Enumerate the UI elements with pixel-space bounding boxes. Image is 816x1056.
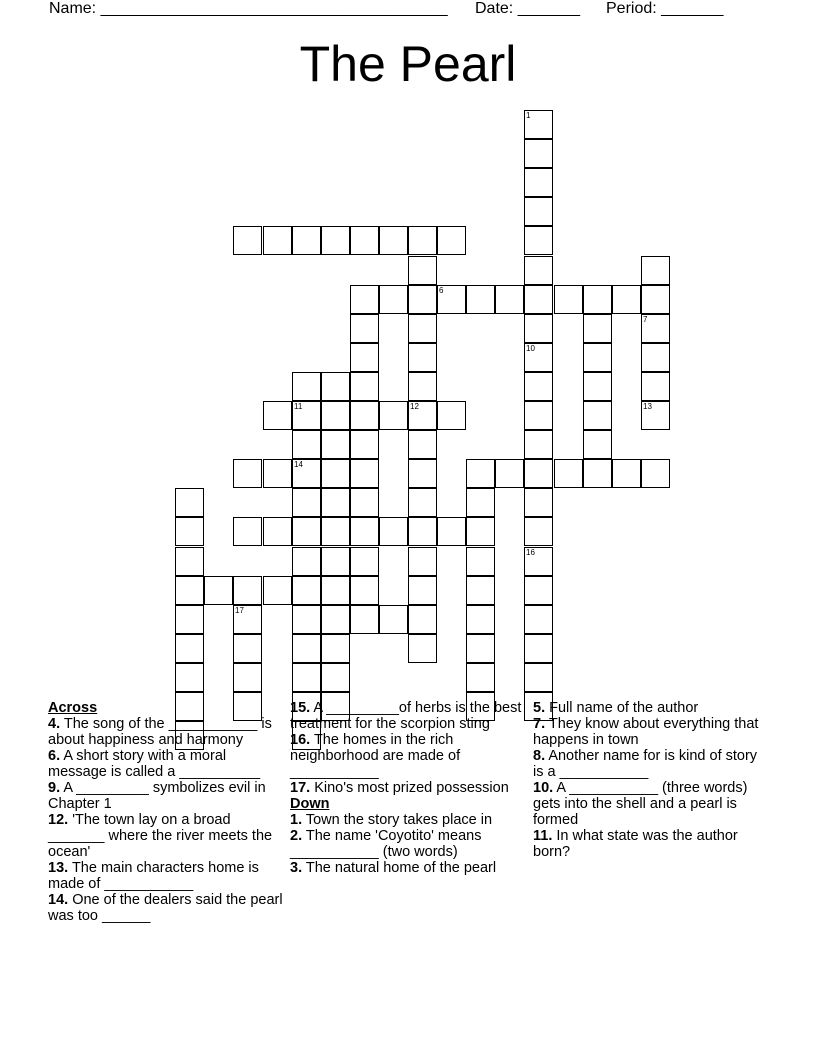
grid-cell[interactable]	[524, 197, 553, 226]
grid-cell[interactable]	[321, 226, 350, 255]
clue-item-text: The name 'Coyotito' means ___________ (two words)	[290, 828, 482, 860]
grid-cell[interactable]	[641, 401, 670, 430]
grid-cell[interactable]	[408, 634, 437, 663]
grid-cell[interactable]	[583, 343, 612, 372]
grid-cell[interactable]	[292, 226, 321, 255]
grid-cell[interactable]	[408, 401, 437, 430]
clue-heading: Down	[290, 796, 330, 812]
grid-cell[interactable]	[321, 663, 350, 692]
grid-cell[interactable]	[524, 343, 553, 372]
grid-cell[interactable]	[350, 605, 379, 634]
grid-cell[interactable]	[524, 256, 553, 285]
grid-cell[interactable]	[321, 459, 350, 488]
grid-cell[interactable]	[321, 634, 350, 663]
clue-item-number: 10.	[533, 780, 554, 796]
clue-column-3	[533, 700, 771, 860]
grid-cell[interactable]	[350, 401, 379, 430]
clue-number: 10	[526, 344, 535, 353]
clue-item-number: 7.	[533, 716, 546, 732]
grid-cell[interactable]	[466, 663, 495, 692]
clue-item-number: 4.	[48, 716, 61, 732]
grid-cell[interactable]	[583, 314, 612, 343]
clue-item	[533, 748, 771, 780]
grid-cell[interactable]	[437, 517, 466, 546]
grid-cell[interactable]	[408, 488, 437, 517]
grid-cell[interactable]	[583, 372, 612, 401]
grid-cell[interactable]	[175, 517, 204, 546]
grid-cell[interactable]	[350, 488, 379, 517]
grid-cell[interactable]	[408, 285, 437, 314]
grid-cell[interactable]	[263, 226, 292, 255]
clue-item-text: The homes in the rich neighborhood are made of ___________	[290, 732, 461, 780]
grid-cell[interactable]	[292, 372, 321, 401]
grid-cell[interactable]	[263, 459, 292, 488]
grid-cell[interactable]	[292, 663, 321, 692]
grid-cell[interactable]	[408, 372, 437, 401]
clue-item-number: 14.	[48, 892, 69, 908]
clue-item-text: Full name of the author	[545, 700, 699, 716]
clue-item-number: 16.	[290, 732, 311, 748]
clue-item-text: They know about everything that happens in town	[533, 716, 759, 748]
clue-item	[290, 812, 528, 828]
clue-item	[48, 812, 286, 860]
clue-item-text: The main characters home is made of ___________	[48, 860, 259, 892]
grid-cell[interactable]	[408, 459, 437, 488]
clue-number: 12	[410, 402, 419, 411]
grid-cell[interactable]	[466, 459, 495, 488]
grid-cell[interactable]	[175, 488, 204, 517]
clue-item-text: Kino's most prized possession	[310, 780, 509, 796]
grid-cell[interactable]	[233, 459, 262, 488]
clue-item-number: 1.	[290, 812, 303, 828]
grid-cell[interactable]	[524, 285, 553, 314]
grid-cell[interactable]	[292, 605, 321, 634]
grid-cell[interactable]	[350, 517, 379, 546]
clue-item-number: 9.	[48, 780, 61, 796]
grid-cell[interactable]	[524, 634, 553, 663]
grid-cell[interactable]	[437, 401, 466, 430]
grid-cell[interactable]	[350, 547, 379, 576]
grid-cell[interactable]	[175, 576, 204, 605]
clue-item-text: The natural home of the pearl	[302, 860, 497, 876]
grid-cell[interactable]	[379, 401, 408, 430]
grid-cell[interactable]	[263, 517, 292, 546]
date-field[interactable]: Date: _______	[475, 0, 580, 17]
grid-cell[interactable]	[408, 343, 437, 372]
grid-cell[interactable]	[466, 517, 495, 546]
grid-cell[interactable]	[379, 285, 408, 314]
grid-cell[interactable]	[292, 488, 321, 517]
grid-cell[interactable]	[292, 430, 321, 459]
grid-cell[interactable]	[583, 430, 612, 459]
grid-cell[interactable]	[350, 285, 379, 314]
grid-cell[interactable]	[350, 576, 379, 605]
grid-cell[interactable]	[408, 430, 437, 459]
clue-number: 11	[294, 402, 303, 411]
grid-cell[interactable]	[321, 547, 350, 576]
grid-cell[interactable]	[583, 401, 612, 430]
grid-cell[interactable]	[350, 459, 379, 488]
clue-item-text: In what state was the author born?	[533, 828, 738, 860]
grid-cell[interactable]	[408, 605, 437, 634]
grid-cell[interactable]	[554, 459, 583, 488]
clue-item-text: Town the story takes place in	[302, 812, 493, 828]
grid-cell[interactable]	[379, 226, 408, 255]
clue-item	[48, 748, 286, 780]
grid-cell[interactable]	[524, 663, 553, 692]
clue-heading: Across	[48, 700, 98, 716]
grid-cell[interactable]	[350, 226, 379, 255]
grid-cell[interactable]	[524, 372, 553, 401]
clue-item-number: 6.	[48, 748, 61, 764]
period-field[interactable]: Period: _______	[606, 0, 724, 17]
grid-cell[interactable]	[233, 605, 262, 634]
clue-item-text: A short story with a moral message is called a __________	[48, 748, 261, 780]
clue-item	[48, 892, 286, 924]
grid-cell[interactable]	[350, 372, 379, 401]
grid-cell[interactable]	[641, 314, 670, 343]
grid-cell[interactable]	[321, 430, 350, 459]
grid-cell[interactable]	[641, 256, 670, 285]
grid-cell[interactable]	[292, 576, 321, 605]
grid-cell[interactable]	[524, 430, 553, 459]
clue-item-text: One of the dealers said the pearl was too ______	[48, 892, 283, 924]
clue-item	[533, 828, 771, 860]
clue-item	[48, 716, 286, 748]
grid-cell[interactable]	[321, 605, 350, 634]
clue-item	[533, 716, 771, 748]
clue-item-number: 12.	[48, 812, 69, 828]
clue-item	[290, 780, 528, 796]
grid-cell[interactable]	[408, 576, 437, 605]
grid-cell[interactable]	[466, 547, 495, 576]
grid-cell[interactable]	[175, 663, 204, 692]
grid-cell[interactable]	[524, 517, 553, 546]
clue-item	[48, 780, 286, 812]
page-title: The Pearl	[299, 36, 517, 92]
grid-cell[interactable]	[408, 547, 437, 576]
clue-item	[290, 860, 528, 876]
grid-cell[interactable]	[408, 226, 437, 255]
grid-cell[interactable]	[350, 314, 379, 343]
name-field[interactable]: Name: _______________________________________	[49, 0, 448, 17]
grid-cell[interactable]	[466, 488, 495, 517]
grid-cell[interactable]	[524, 168, 553, 197]
grid-cell[interactable]	[233, 517, 262, 546]
clue-item-text: A ___________ (three words) gets into the shell and a pearl is formed	[533, 780, 748, 828]
grid-cell[interactable]	[233, 663, 262, 692]
clue-item	[533, 700, 771, 716]
grid-cell[interactable]	[583, 459, 612, 488]
grid-cell[interactable]	[524, 488, 553, 517]
clue-number: 16	[526, 548, 535, 557]
clue-column-2	[290, 700, 528, 876]
clue-item-text: Another name for is kind of story is a ___________	[533, 748, 758, 780]
grid-cell[interactable]	[321, 517, 350, 546]
grid-cell[interactable]	[583, 285, 612, 314]
grid-cell[interactable]	[233, 634, 262, 663]
grid-cell[interactable]	[321, 372, 350, 401]
grid-cell[interactable]	[263, 401, 292, 430]
grid-cell[interactable]	[321, 576, 350, 605]
grid-cell[interactable]	[175, 547, 204, 576]
grid-cell[interactable]	[641, 343, 670, 372]
grid-cell[interactable]	[612, 459, 641, 488]
clue-number: 13	[643, 402, 652, 411]
grid-cell[interactable]	[437, 285, 466, 314]
grid-cell[interactable]	[204, 576, 233, 605]
grid-cell[interactable]	[408, 314, 437, 343]
grid-cell[interactable]	[554, 285, 583, 314]
grid-cell[interactable]	[495, 459, 524, 488]
clue-number: 17	[235, 606, 244, 615]
grid-cell[interactable]	[292, 634, 321, 663]
clue-item	[533, 780, 771, 828]
clue-item-number: 3.	[290, 860, 303, 876]
clue-item-number: 17.	[290, 780, 311, 796]
clue-item-number: 5.	[533, 700, 546, 716]
grid-cell[interactable]	[524, 139, 553, 168]
grid-cell[interactable]	[292, 459, 321, 488]
grid-cell[interactable]	[524, 401, 553, 430]
grid-cell[interactable]	[466, 634, 495, 663]
clue-column-1	[48, 700, 286, 924]
clue-item-text: The song of the ___________ is about happiness and harmony	[48, 716, 272, 748]
grid-cell[interactable]	[466, 285, 495, 314]
grid-cell[interactable]	[233, 576, 262, 605]
grid-cell[interactable]	[641, 285, 670, 314]
grid-cell[interactable]	[175, 605, 204, 634]
clue-item-text: A _________ symbolizes evil in Chapter 1	[48, 780, 266, 812]
grid-cell[interactable]	[321, 488, 350, 517]
grid-cell[interactable]	[524, 110, 553, 139]
clue-item	[290, 700, 528, 732]
grid-cell[interactable]	[524, 226, 553, 255]
clue-item-number: 13.	[48, 860, 69, 876]
grid-cell[interactable]	[524, 605, 553, 634]
clue-number: 6	[439, 286, 444, 295]
clue-number: 1	[526, 111, 531, 120]
clue-item-number: 8.	[533, 748, 546, 764]
grid-cell[interactable]	[379, 605, 408, 634]
clue-item-number: 11.	[533, 828, 553, 844]
grid-cell[interactable]	[292, 517, 321, 546]
grid-cell[interactable]	[292, 547, 321, 576]
grid-cell[interactable]	[408, 517, 437, 546]
grid-cell[interactable]	[408, 256, 437, 285]
clue-item	[290, 828, 528, 860]
grid-cell[interactable]	[466, 576, 495, 605]
clue-item-text: 'The town lay on a broad _______ where the river meets the ocean'	[48, 812, 273, 860]
grid-cell[interactable]	[233, 226, 262, 255]
grid-cell[interactable]	[524, 576, 553, 605]
clue-item	[48, 860, 286, 892]
grid-cell[interactable]	[292, 401, 321, 430]
grid-cell[interactable]	[641, 372, 670, 401]
grid-cell[interactable]	[175, 634, 204, 663]
grid-cell[interactable]	[263, 576, 292, 605]
grid-cell[interactable]	[350, 430, 379, 459]
grid-cell[interactable]	[379, 517, 408, 546]
clue-item-text: A _________of herbs is the best treatment for the scorpion sting	[290, 700, 522, 732]
grid-cell[interactable]	[321, 401, 350, 430]
clue-item-number: 2.	[290, 828, 303, 844]
grid-cell[interactable]	[612, 285, 641, 314]
grid-cell[interactable]	[524, 314, 553, 343]
grid-cell[interactable]	[350, 343, 379, 372]
clue-item	[290, 732, 528, 780]
grid-cell[interactable]	[641, 459, 670, 488]
grid-cell[interactable]	[466, 605, 495, 634]
clue-number: 7	[643, 315, 648, 324]
grid-cell[interactable]	[524, 459, 553, 488]
grid-cell[interactable]	[524, 547, 553, 576]
grid-cell[interactable]	[495, 285, 524, 314]
grid-cell[interactable]	[437, 226, 466, 255]
clue-number: 14	[294, 460, 303, 469]
clue-item-number: 15.	[290, 700, 311, 716]
